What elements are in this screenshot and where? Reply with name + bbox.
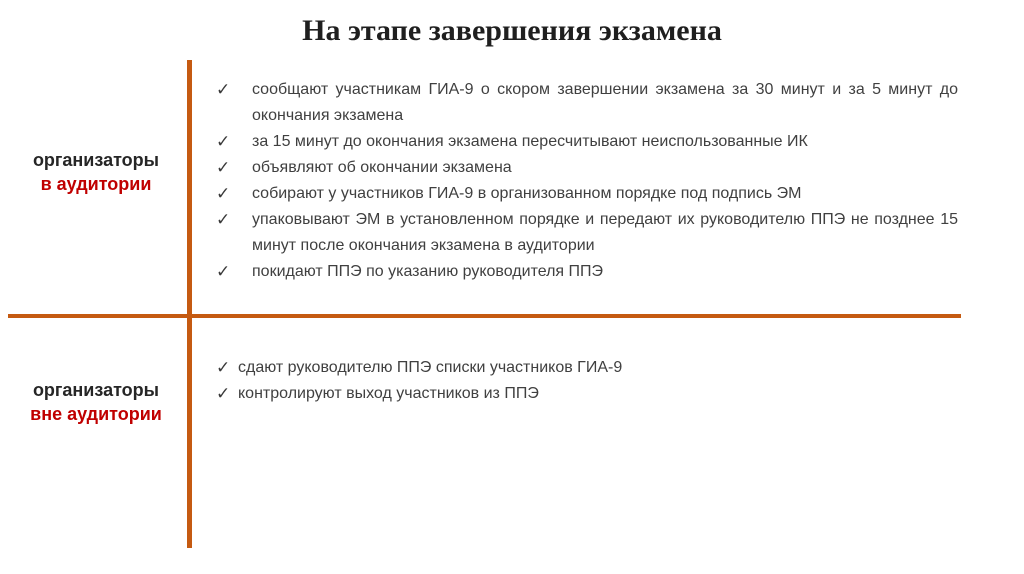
- horizontal-divider: [8, 314, 961, 318]
- role-label-line2: вне аудитории: [30, 404, 162, 424]
- list-item-text: покидают ППЭ по указанию руководителя ППЭ: [252, 263, 604, 280]
- check-mark-icon: ✓: [216, 184, 231, 203]
- check-mark-icon: ✓: [216, 384, 231, 403]
- role-label-inside: [6, 148, 186, 196]
- list-item-text: сдают руководителю ППЭ списки участников ГИА-9: [238, 359, 623, 376]
- list-item: [216, 207, 958, 259]
- check-mark-icon: ✓: [216, 262, 231, 281]
- list-item-text: упаковывают ЭМ в установленном порядке и передают их руководителю ППЭ не позднее 15 минут после окончания экзамена в аудитории: [252, 211, 958, 254]
- check-mark-icon: ✓: [216, 132, 231, 151]
- list-item-text: объявляют об окончании экзамена: [252, 159, 512, 176]
- list-item: [216, 259, 958, 285]
- check-mark-icon: ✓: [216, 158, 231, 177]
- list-item: [216, 129, 958, 155]
- duties-list-inside: [216, 77, 958, 285]
- list-item: [216, 155, 958, 181]
- list-item-text: сообщают участникам ГИА-9 о скором завершении экзамена за 30 минут и за 5 минут до окончания экзамена: [252, 81, 958, 124]
- duties-list-outside: [216, 355, 958, 407]
- check-mark-icon: ✓: [216, 358, 231, 377]
- list-item: [216, 77, 958, 129]
- list-item: [216, 381, 958, 407]
- check-mark-icon: ✓: [216, 80, 231, 99]
- role-label-outside: [6, 378, 186, 426]
- list-item: [216, 355, 958, 381]
- list-item-text: за 15 минут до окончания экзамена пересчитывают неиспользованные ИК: [252, 133, 808, 150]
- page-title: На этапе завершения экзамена: [302, 14, 722, 47]
- role-label-line2: в аудитории: [40, 174, 152, 194]
- check-mark-icon: ✓: [216, 210, 231, 229]
- role-label-line1: организаторы: [32, 380, 160, 400]
- role-label-line1: организаторы: [32, 150, 160, 170]
- list-item-text: собирают у участников ГИА-9 в организованном порядке под подпись ЭМ: [252, 185, 802, 202]
- list-item: [216, 181, 958, 207]
- vertical-divider: [187, 60, 192, 548]
- list-item-text: контролируют выход участников из ППЭ: [238, 385, 539, 402]
